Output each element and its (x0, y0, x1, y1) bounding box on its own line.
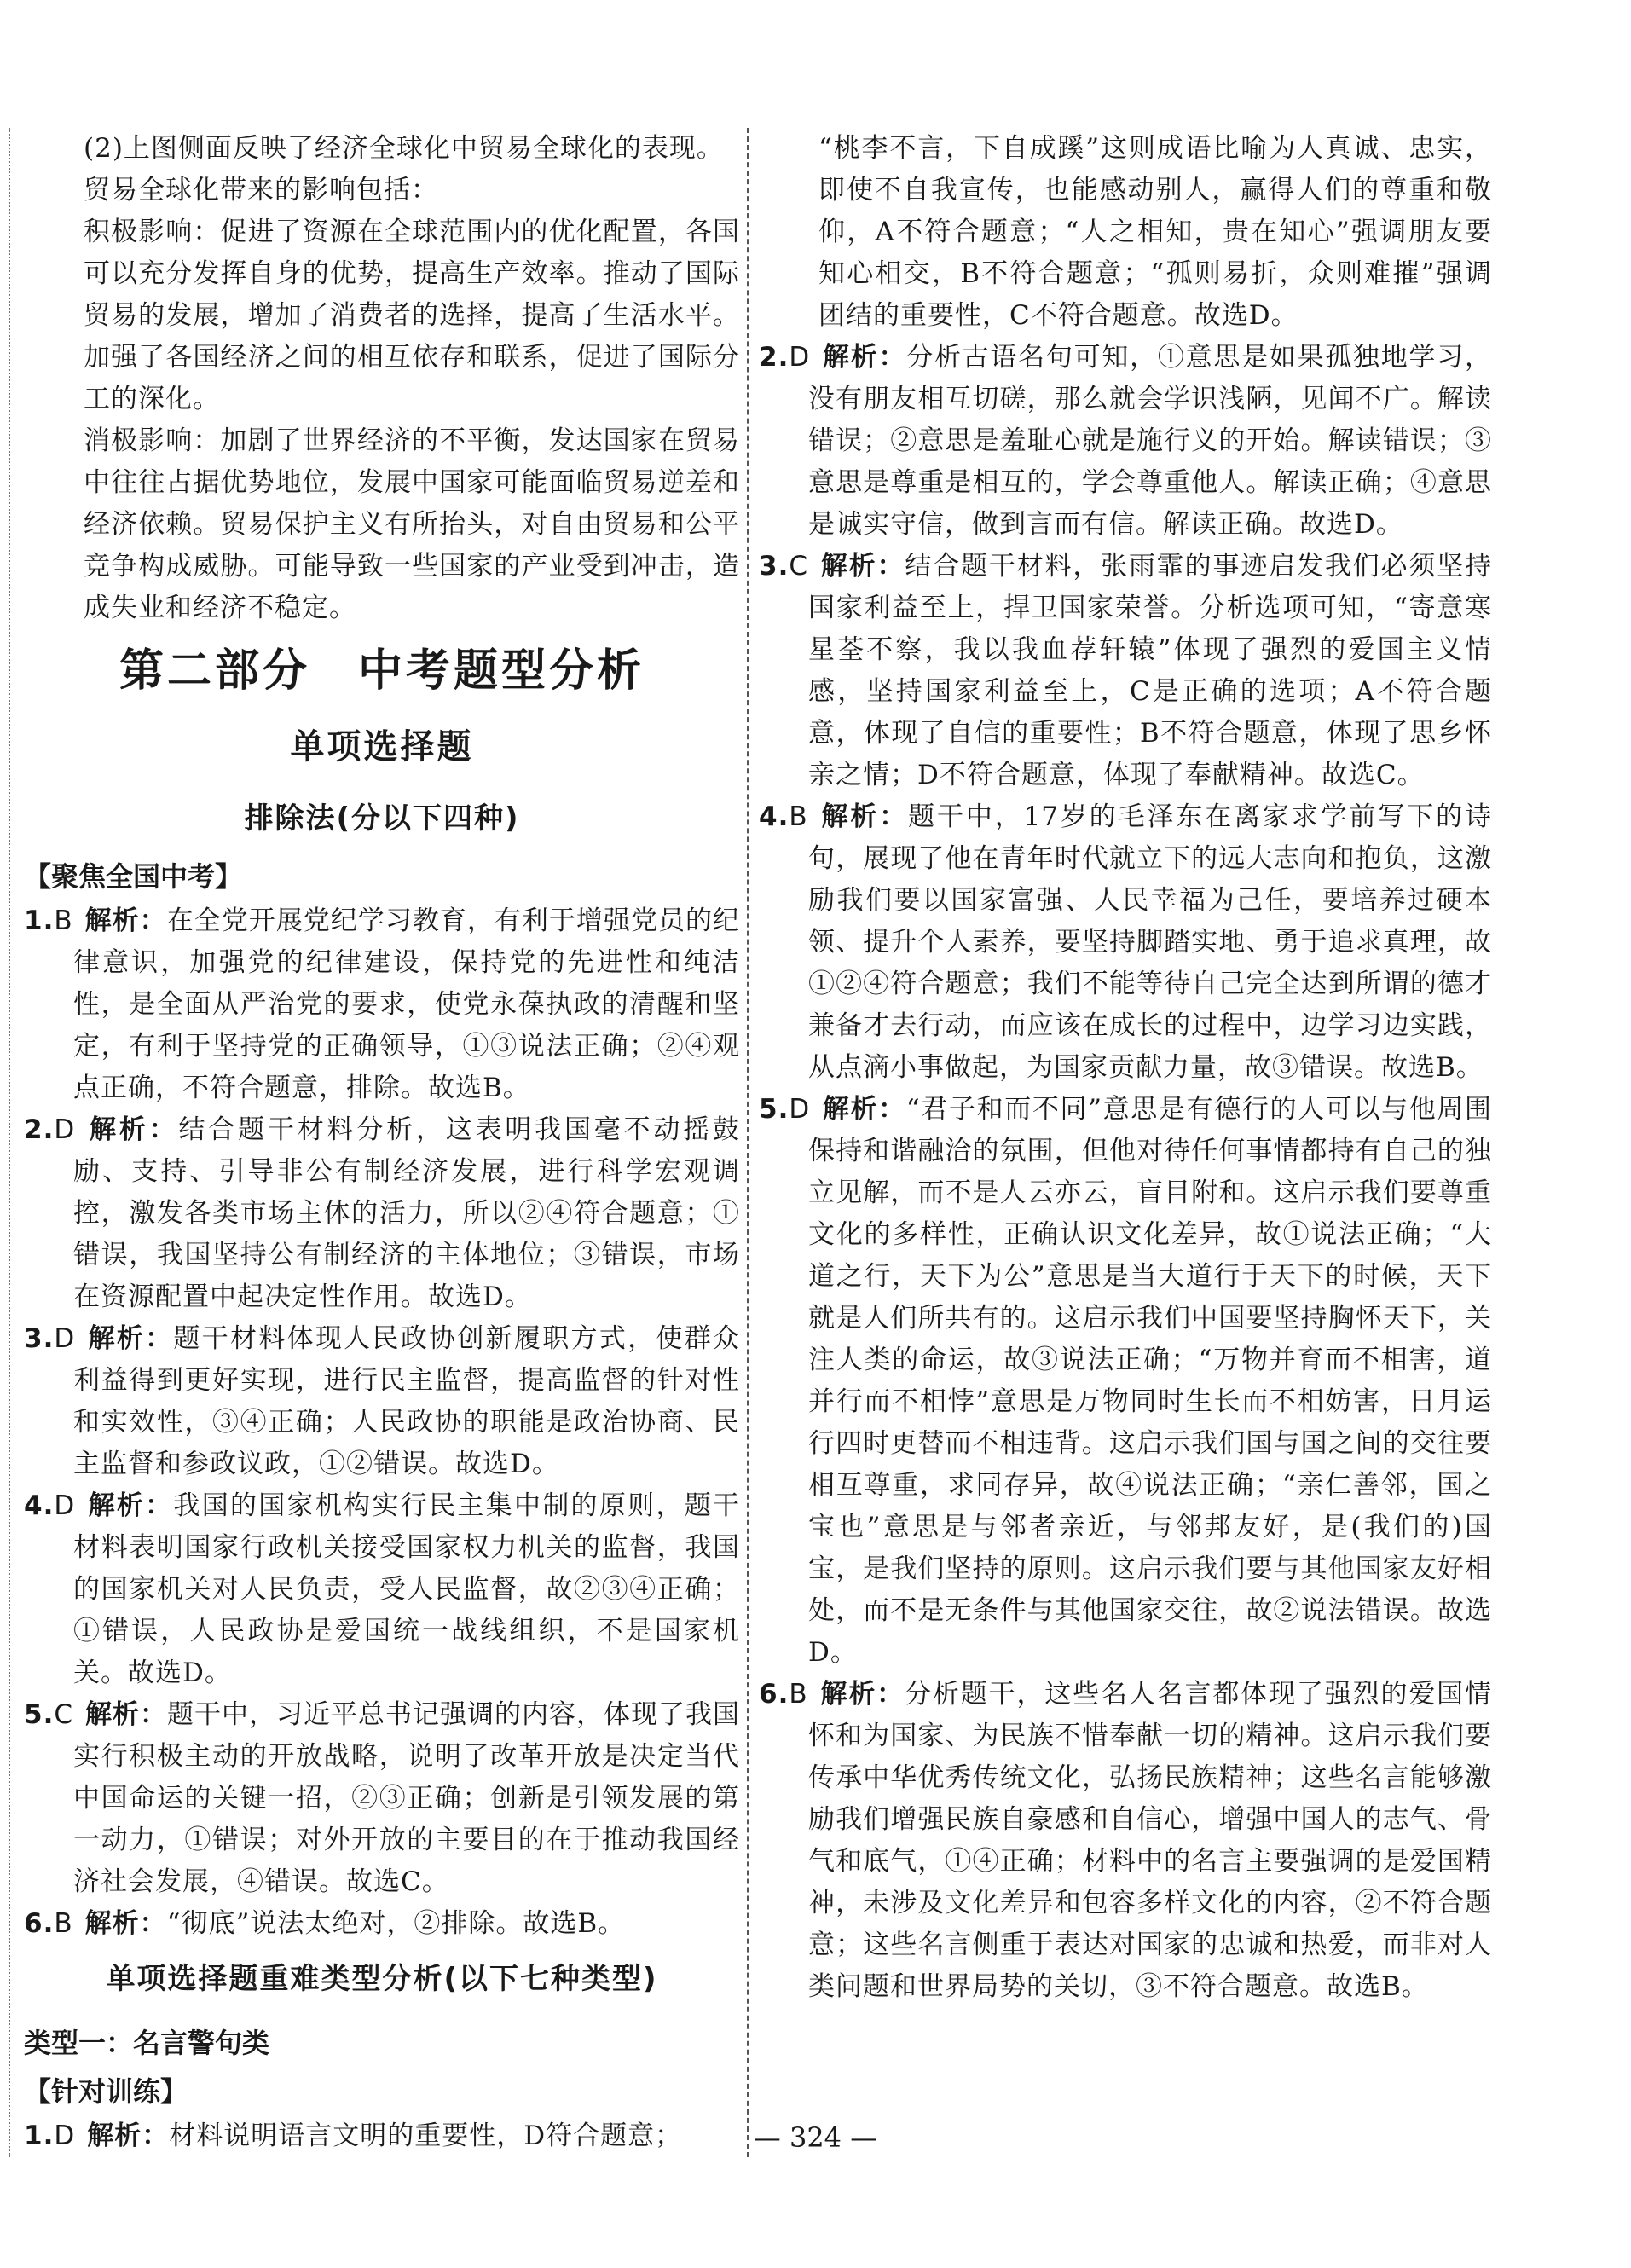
item-text: 结合题干材料，张雨霏的事迹启发我们必须坚持国家利益至上，捍卫国家荣誉。分析选项可知，“寄意寒星荃不察，我以我血荐轩辕”体现了强烈的爱国主义情感，坚持国家利益至上，C是正确的选项；A不符合题意，体现了自信的重要性；B不符合题意，体现了思乡怀亲之情；D不符合题意，体现了奉献精神。故选C。 (808, 551, 1493, 790)
item-number: 3. (24, 1323, 55, 1354)
item-text: 题干中，17岁的毛泽东在离家求学前写下的诗句，展现了他在青年时代就立下的远大志向和抱负，这激励我们要以国家富强、人民幸福为己任，要培养过硬本领、提升个人素养，要坚持脚踏实地、勇于追求真理，故①②④符合题意；我们不能等待自己完全达到所谓的德才兼备才去行动，而应该在成长的过程中，边学习边实践，从点滴小事做起，为国家贡献力量，故③错误。故选B。 (808, 801, 1492, 1083)
item-text: 材料说明语言文明的重要性，D符合题意； (169, 2120, 683, 2151)
item-text: 结合题干材料分析，这表明我国毫不动摇鼓励、支持、引导非公有制经济发展，进行科学宏观调控，激发各类市场主体的活力，所以②④符合题意；①错误，我国坚持公有制经济的主体地位；③错误，市场在资源配置中起决定性作用。故选D。 (73, 1114, 741, 1312)
item-keyword: 解析： (87, 2120, 170, 2151)
item-keyword: 解析： (87, 1490, 174, 1521)
focus-item (24, 900, 740, 1109)
item-answer: D (54, 1323, 76, 1354)
analysis-title: 单项选择题重难类型分析(以下七种类型) (106, 1962, 658, 1996)
item-keyword: 解析： (819, 801, 909, 832)
item-text: 分析古语名句可知，①意思是如果孤独地学习，没有朋友相互切磋，那么就会学识浅陋，见闻不广。解读错误；②意思是羞耻心就是施行义的开始。解读错误；③意思是尊重是相互的，学会尊重他人。解读正确；④意思是诚实守信，做到言而有信。解读正确。故选D。 (808, 342, 1493, 540)
item-answer: D (54, 1114, 76, 1145)
item-keyword: 解析： (820, 551, 905, 581)
method-title: 排除法(分以下四种) (244, 801, 520, 836)
item-answer: D (789, 342, 811, 373)
intro-negative: 消极影响：加剧了世界经济的不平衡，发达国家在贸易中往往占据优势地位，发展中国家可能面临贸易逆差和经济依赖。贸易保护主义有所抬头，对自由贸易和公平竞争构成威胁。可能导致一些国家的产业受到冲击，造成失业和经济不稳定。 (84, 425, 740, 623)
item-text: 题干中，习近平总书记强调的内容，体现了我国实行积极主动的开放战略，说明了改革开放是决定当代中国命运的关键一招，②③正确；创新是引领发展的第一动力，①错误；对外开放的主要目的在于推动我国经济社会发展，④错误。故选C。 (73, 1699, 741, 1897)
part-title: 第二部分 中考题型分析 (119, 645, 645, 697)
item-answer: B (54, 905, 73, 936)
binding-edge-line (9, 128, 10, 2157)
item-number: 4. (759, 801, 789, 832)
training-item (759, 796, 1492, 1089)
item-answer: D (54, 2120, 76, 2151)
training-item (759, 337, 1492, 546)
item-keyword: 解析： (87, 1114, 179, 1145)
focus-item (24, 1485, 740, 1694)
item-answer: B (789, 801, 808, 832)
item-answer: C (789, 551, 809, 581)
training-heading: 【针对训练】 (24, 2075, 188, 2108)
right-column (759, 128, 1492, 2008)
training-item (759, 1674, 1492, 2008)
item-number: 1. (24, 2120, 55, 2151)
intro-line-1: (2)上图侧面反映了经济全球化中贸易全球化的表现。 (84, 133, 724, 164)
intro-line-2: 贸易全球化带来的影响包括： (84, 175, 438, 205)
item-text: 分析题干，这些名人名言都体现了强烈的爱国情怀和为国家、为民族不惜奉献一切的精神。这启示我们要传承中华优秀传统文化，弘扬民族精神；这些名言能够激励我们增强民族自豪感和自信心，增强中国人的志气、骨气和底气，①④正确；材料中的名言主要强调的是爱国精神，未涉及文化差异和包容多样文化的内容，②不符合题意；这些名言侧重于表达对国家的忠诚和热爱，而非对人类问题和世界局势的关切，③不符合题意。故选B。 (808, 1679, 1493, 2002)
type-heading: 类型一：名言警句类 (24, 2027, 270, 2059)
item-text: 我国的国家机构实行民主集中制的原则，题干材料表明国家行政机关接受国家权力机关的监督，我国的国家机关对人民负责，受人民监督，故②③④正确；①错误，人民政协是爱国统一战线组织，不是国家机关。故选D。 (73, 1490, 741, 1688)
page-number: — 324 — (753, 2121, 878, 2154)
continuation-text: “桃李不言，下自成蹊”这则成语比喻为人真诚、忠实，即使不自我宣传，也能感动别人，赢得人们的尊重和敬仰，A不符合题意；“人之相知，贵在知心”强调朋友要知心相交，B不符合题意；“孤则易折，众则难摧”强调团结的重要性，C不符合题意。故选D。 (818, 133, 1492, 331)
training-item (759, 1089, 1492, 1674)
item-answer: D (54, 1490, 76, 1521)
item-text: 题干材料体现人民政协创新履职方式，使群众利益得到更好实现，进行民主监督，提高监督的针对性和实效性，③④正确；人民政协的职能是政治协商、民主监督和参政议政，①②错误。故选D。 (73, 1323, 741, 1479)
item-number: 6. (24, 1908, 55, 1939)
item-keyword: 解析： (819, 1679, 905, 1710)
item-number: 4. (24, 1490, 55, 1521)
item-answer: B (54, 1908, 73, 1939)
item-answer: C (54, 1699, 74, 1730)
item-answer: B (789, 1679, 808, 1710)
item-number: 5. (24, 1699, 55, 1730)
item-number: 1. (24, 905, 55, 936)
intro-positive: 积极影响：促进了资源在全球范围内的优化配置，各国可以充分发挥自身的优势，提高生产效率。推动了国际贸易的发展，增加了消费者的选择，提高了生活水平。加强了各国经济之间的相互依存和联系，促进了国际分工的深化。 (84, 217, 740, 414)
item-number: 3. (759, 551, 789, 581)
focus-item (24, 1318, 740, 1485)
item-number: 5. (759, 1094, 789, 1125)
item-keyword: 解析： (85, 1699, 168, 1730)
item-keyword: 解析： (84, 1908, 167, 1939)
item-answer: D (789, 1094, 811, 1125)
item-text: “彻底”说法太绝对，②排除。故选B。 (166, 1908, 626, 1939)
focus-item (24, 1109, 740, 1318)
item-text: 在全党开展党纪学习教育，有利于增强党员的纪律意识，加强党的纪律建设，保持党的先进性和纯洁性，是全面从严治党的要求，使党永葆执政的清醒和坚定，有利于坚持党的正确领导，①③说法正确；②④观点正确，不符合题意，排除。故选B。 (73, 905, 741, 1103)
item-keyword: 解析： (84, 905, 167, 936)
section-title: 单项选择题 (290, 727, 474, 767)
item-keyword: 解析： (822, 1094, 906, 1125)
left-column (24, 128, 740, 2157)
focus-item (24, 1694, 740, 1903)
focus-item (24, 1903, 740, 1945)
item-number: 6. (759, 1679, 789, 1710)
item-keyword: 解析： (822, 342, 907, 373)
item-keyword: 解析： (87, 1323, 174, 1354)
training-item (759, 546, 1492, 796)
focus-heading: 【聚焦全国中考】 (24, 860, 243, 893)
item-text: “君子和而不同”意思是有德行的人可以与他周围保持和谐融洽的氛围，但他对待任何事情都持有自己的独立见解，而不是人云亦云，盲目附和。这启示我们要尊重文化的多样性，正确认识文化差异，故①说法正确；“大道之行，天下为公”意思是当大道行于天下的时候，天下就是人们所共有的。这启示我们中国要坚持胸怀天下，关注人类的命运，故③说法正确；“万物并育而不相害，道并行而不相悖”意思是万物同时生长而不相妨害，日月运行四时更替而不相违背。这启示我们国与国之间的交往要相互尊重，求同存异，故④说法正确；“亲仁善邻，国之宝也”意思是与邻者亲近，与邻邦友好，是(我们的)国宝，是我们坚持的原则。这启示我们要与其他国家友好相处，而不是无条件与其他国家交往，故②说法错误。故选D。 (808, 1094, 1492, 1668)
column-divider (747, 128, 749, 2157)
item-number: 2. (24, 1114, 55, 1145)
item-number: 2. (759, 342, 789, 373)
